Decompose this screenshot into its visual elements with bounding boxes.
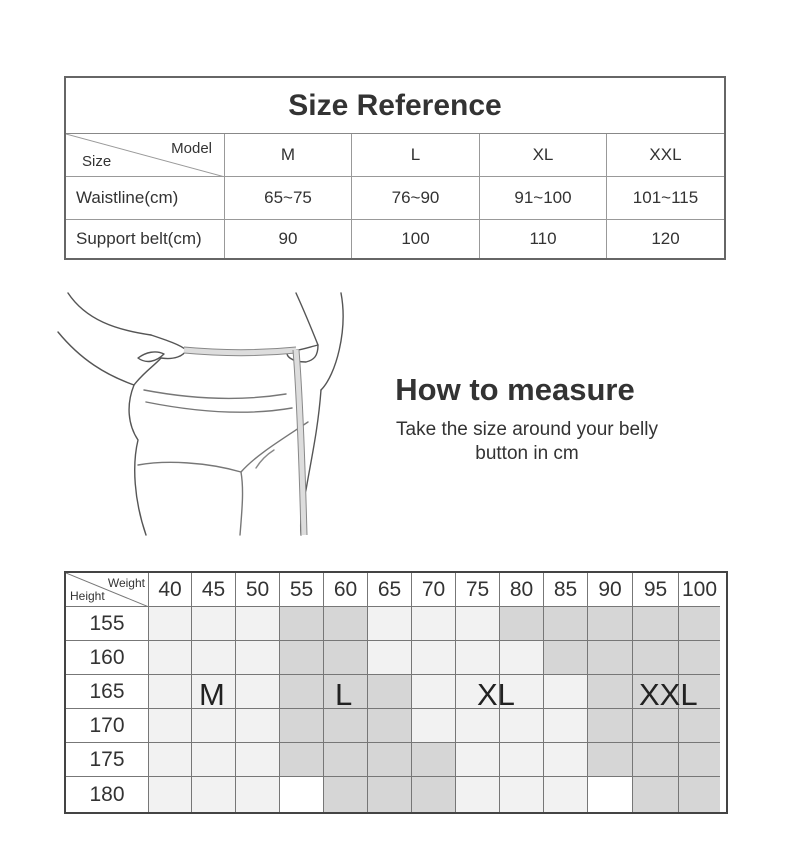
- weight-header-70: 70: [412, 573, 456, 607]
- chart-cell: [368, 743, 412, 777]
- chart-cell: [412, 675, 456, 709]
- measuring-waist-illustration: [56, 290, 356, 540]
- chart-cell: [236, 743, 280, 777]
- height-row-header-175: 175: [66, 743, 149, 777]
- chart-cell: [544, 743, 588, 777]
- weight-header-45: 45: [192, 573, 236, 607]
- chart-cell: [236, 675, 280, 709]
- height-row-header-160: 160: [66, 641, 149, 675]
- weight-header-40: 40: [149, 573, 192, 607]
- chart-cell: [679, 743, 720, 777]
- chart-cell: [500, 641, 544, 675]
- chart-cell: [588, 675, 633, 709]
- height-row-header-180: 180: [66, 777, 149, 812]
- chart-cell: [324, 777, 368, 812]
- support-belt-l: 100: [352, 220, 480, 258]
- column-header-xl: XL: [480, 134, 607, 177]
- chart-cell: [192, 607, 236, 641]
- chart-cell: [500, 709, 544, 743]
- waistline-m: 65~75: [225, 177, 352, 220]
- chart-cell: [368, 607, 412, 641]
- chart-cell: [633, 777, 679, 812]
- chart-cell: [544, 777, 588, 812]
- chart-cell: [149, 777, 192, 812]
- chart-cell: [192, 777, 236, 812]
- weight-header-75: 75: [456, 573, 500, 607]
- chart-cell: [280, 743, 324, 777]
- chart-cell: [149, 641, 192, 675]
- chart-grid: [66, 573, 726, 812]
- chart-cell: [588, 607, 633, 641]
- height-row-header-170: 170: [66, 709, 149, 743]
- waistline-l: 76~90: [352, 177, 480, 220]
- chart-cell: [368, 675, 412, 709]
- column-header-l: L: [352, 134, 480, 177]
- size-region-label-xxl: XXL: [639, 677, 698, 712]
- weight-header-100: 100: [679, 573, 720, 607]
- chart-cell: [500, 607, 544, 641]
- how-to-measure-title: How to measure: [395, 372, 635, 407]
- row-label-support-belt: Support belt(cm): [66, 220, 225, 258]
- chart-cell: [236, 709, 280, 743]
- chart-cell: [633, 641, 679, 675]
- chart-cell: [544, 709, 588, 743]
- chart-cell: [544, 675, 588, 709]
- support-belt-xxl: 120: [651, 229, 680, 248]
- chart-cell: [588, 709, 633, 743]
- chart-cell: [588, 777, 633, 812]
- chart-cell: [412, 777, 456, 812]
- weight-header-50: 50: [236, 573, 280, 607]
- chart-cell: [280, 607, 324, 641]
- tape-measure: [184, 347, 307, 535]
- chart-cell: [456, 743, 500, 777]
- corner-weight-label: Weight: [107, 576, 145, 590]
- chart-cell: [236, 641, 280, 675]
- chart-cell: [236, 607, 280, 641]
- chart-cell: [412, 743, 456, 777]
- height-row-header-155: 155: [66, 607, 149, 641]
- chart-cell: [324, 607, 368, 641]
- chart-cell: [368, 709, 412, 743]
- waistline-xl: 91~100: [480, 177, 607, 220]
- row-label-waistline: Waistline(cm): [66, 177, 225, 220]
- chart-cell: [456, 641, 500, 675]
- support-belt-xl: 110: [480, 220, 607, 258]
- weight-header-95: 95: [633, 573, 679, 607]
- chart-cell: [368, 641, 412, 675]
- column-header-xxl: XXL: [607, 134, 724, 177]
- chart-cell: [679, 709, 720, 743]
- weight-header-65: 65: [368, 573, 412, 607]
- chart-cell: [588, 743, 633, 777]
- chart-cell: [500, 777, 544, 812]
- weight-header-85: 85: [544, 573, 588, 607]
- chart-cell: [456, 709, 500, 743]
- weight-header-60: 60: [324, 573, 368, 607]
- chart-cell: [544, 607, 588, 641]
- size-reference-grid: [66, 134, 724, 258]
- chart-cell: [149, 743, 192, 777]
- weight-header-90: 90: [588, 573, 633, 607]
- chart-cell: [500, 743, 544, 777]
- chart-cell: [588, 641, 633, 675]
- chart-cell: [280, 675, 324, 709]
- corner-height-label: Height: [70, 589, 105, 603]
- chart-cell: [192, 743, 236, 777]
- weight-height-size-chart: [64, 571, 728, 814]
- chart-cell: [149, 709, 192, 743]
- size-region-label-xl: XL: [477, 677, 515, 712]
- weight-header-55: 55: [280, 573, 324, 607]
- chart-cell: [280, 709, 324, 743]
- chart-cell: [192, 641, 236, 675]
- chart-cell: [149, 607, 192, 641]
- chart-cell: [412, 641, 456, 675]
- waistline-xxl: 101~115: [607, 177, 724, 220]
- corner-model-label: Model: [171, 140, 212, 157]
- chart-cell: [236, 777, 280, 812]
- chart-cell: [324, 743, 368, 777]
- column-header-m: M: [225, 134, 352, 177]
- weight-header-80: 80: [500, 573, 544, 607]
- chart-cell: [679, 777, 720, 812]
- height-row-header-165: 165: [66, 675, 149, 709]
- chart-cell: [456, 777, 500, 812]
- chart-cell: [633, 743, 679, 777]
- chart-cell: [324, 709, 368, 743]
- chart-cell: [324, 641, 368, 675]
- chart-cell: [679, 641, 720, 675]
- chart-cell: [368, 777, 412, 812]
- chart-cell: [456, 607, 500, 641]
- chart-cell: [280, 777, 324, 812]
- chart-cell: [192, 709, 236, 743]
- support-belt-m: 90: [225, 220, 352, 258]
- corner-size-label: Size: [82, 153, 112, 170]
- chart-cell: [280, 641, 324, 675]
- chart-cell: [412, 607, 456, 641]
- size-region-label-l: L: [335, 677, 353, 712]
- weight-height-corner-cell: [66, 573, 149, 607]
- left-upper-arm-line: [68, 293, 151, 335]
- chart-cell: [679, 607, 720, 641]
- how-to-measure-description: Take the size around your belly button in cm: [396, 419, 658, 464]
- size-reference-title: Size Reference: [66, 78, 724, 134]
- size-region-label-m: M: [199, 677, 225, 712]
- chart-cell: [544, 641, 588, 675]
- chart-cell: [633, 709, 679, 743]
- chart-cell: [412, 709, 456, 743]
- left-lower-arm-line: [58, 332, 134, 385]
- chart-cell: [149, 675, 192, 709]
- size-reference-table: [64, 76, 726, 260]
- chart-cell: [633, 607, 679, 641]
- size-model-corner-cell: [66, 134, 225, 177]
